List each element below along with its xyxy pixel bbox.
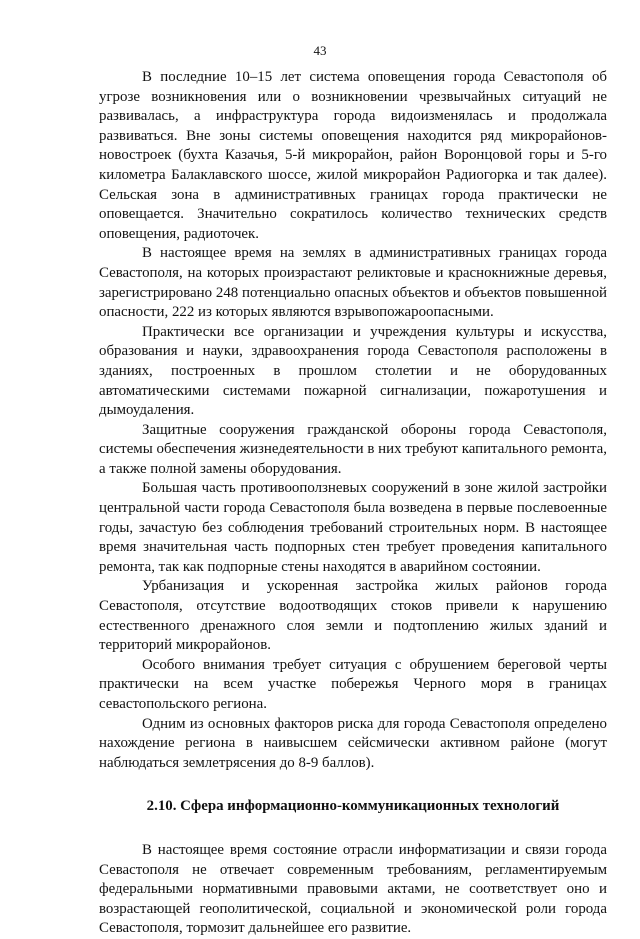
paragraph-hazardous-objects: В настоящее время на землях в административных границах города Севастополя, на которых произрастают реликтовые и краснокнижные деревья, зарегистрировано 248 потенциально опасных объектов и объектов повышенной опасности, 222 из которых являются взрывопожароопасными.: [99, 245, 607, 321]
document-body: [99, 68, 607, 939]
paragraph-seismic-risk: Одним из основных факторов риска для города Севастополя определено нахождение региона в наивысшем сейсмически активном районе (могут наблюдаться землетрясения до 8-9 баллов).: [99, 715, 607, 771]
paragraph-civil-defense: Защитные сооружения гражданской обороны города Севастополя, системы обеспечения жизнедеятельности в них требуют капитального ремонта, а также полной замены оборудования.: [99, 421, 607, 477]
paragraph-fire-safety: Практически все организации и учреждения культуры и искусства, образования и науки, здравоохранения города Севастополя расположены в зданиях, построенных в прошлом столетии и не оборудованных автоматическими системами пожарной сигнализации, пожаротушения и дымоудаления.: [99, 323, 607, 419]
paragraph-landslide-structures: Большая часть противооползневых сооружений в зоне жилой застройки центральной части города Севастополя была возведена в первые послевоенные годы, зачастую без соблюдения требований строительных норм. В настоящее время значительная часть подпорных стен требует проведения капитального ремонта, так как подпорные стены находятся в аварийном состоянии.: [99, 480, 607, 575]
paragraph-ict-state: В настоящее время состояние отрасли информатизации и связи города Севастополя не отвечает современным требованиям, регламентируемым федеральными нормативными правовыми актами, не соответствует оно и возрастающей геополитической, социальной и экономической роли города Севастополя, тормозит дальнейшее его развитие.: [99, 841, 607, 937]
paragraph-coastline: Особого внимания требует ситуация с обрушением береговой черты практически на всем участке побережья Черного моря в границах севастопольского региона.: [99, 656, 607, 712]
paragraph-urbanization: Урбанизация и ускоренная застройка жилых районов города Севастополя, отсутствие водоотводящих стоков привели к нарушению естественного дренажного слоя земли и подтоплению жилых зданий и территорий микрорайонов.: [99, 578, 607, 654]
page-number: 43: [313, 43, 327, 58]
paragraph-warning-system: В последние 10–15 лет система оповещения города Севастополя об угрозе возникновения или о возникновении чрезвычайных ситуаций не развивалась, а инфраструктура города видоизменялась и продолжала развиваться. Вне зоны системы оповещения находится ряд микрорайонов-новостроек (бухта Казачья, 5-й микрорайон, район Воронцовой горы и 5-го километра Балаклавского шоссе, жилой микрорайон Радиогорка и так далее). Сельская зона в административных границах города практически не оповещается. Значительно сократилось количество технических средств оповещения, радиоточек.: [99, 69, 607, 242]
section-heading: 2.10. Сфера информационно-коммуникационных технологий: [146, 798, 560, 815]
